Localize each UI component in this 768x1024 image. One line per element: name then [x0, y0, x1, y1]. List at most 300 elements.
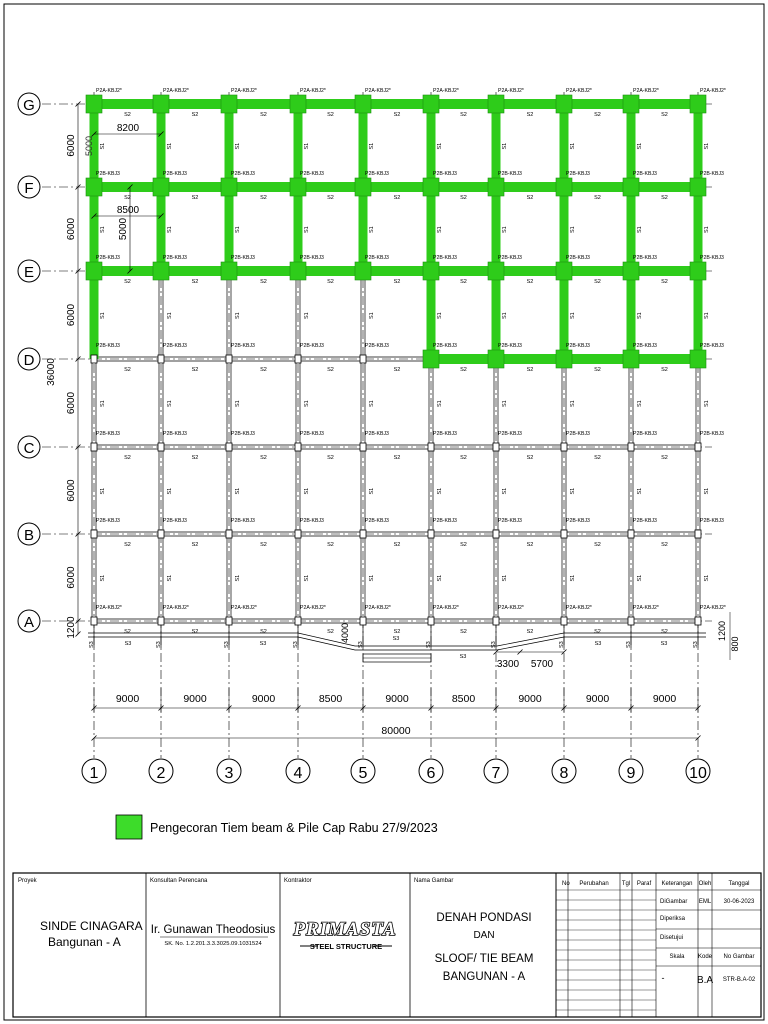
- pile-cap-cast: [488, 178, 504, 196]
- beam-label-s3: S3: [156, 641, 162, 648]
- beam-label-s1: S1: [502, 400, 508, 407]
- pile-cap: [360, 355, 366, 363]
- pile-cap: [561, 530, 567, 538]
- dim-extra: 1200: [717, 620, 727, 642]
- grid-bubble-label: 6: [426, 765, 436, 782]
- beam-label-s1: S1: [369, 312, 375, 319]
- pile-label: P2B-KBJ3: [700, 431, 724, 437]
- tanggal-header: Tanggal: [728, 881, 750, 887]
- pile-label: P2A-KBJ2*: [433, 88, 459, 94]
- pile-cap-cast: [290, 95, 306, 113]
- tie-beam-cast: [229, 182, 298, 192]
- beam-label-s2: S2: [327, 629, 334, 635]
- pile-label: P2B-KBJ3: [633, 343, 657, 349]
- beam-label-s2: S2: [661, 629, 668, 635]
- dim-col-spacing: 8500: [451, 693, 476, 705]
- pile-label: P2B-KBJ3: [700, 518, 724, 524]
- dim-row-spacing: 6000: [66, 303, 77, 327]
- beam-label-s2: S2: [460, 629, 467, 635]
- beam-label-s1: S1: [704, 574, 710, 582]
- beam-label-s1: S1: [437, 487, 443, 495]
- nama-gambar-line2: DAN: [473, 930, 495, 941]
- beam-label-s1: S1: [167, 400, 173, 407]
- tie-beam-cast: [631, 354, 698, 364]
- pile-label: P2B-KBJ3: [566, 431, 590, 437]
- pile-cap-cast: [221, 178, 237, 196]
- beam-label-s1: S1: [100, 400, 106, 407]
- beam-label-s1: S1: [369, 400, 375, 407]
- beam-label-s1: S1: [570, 312, 576, 319]
- beam-label-s1: S1: [437, 574, 443, 582]
- beam-label-s2: S2: [191, 629, 199, 635]
- tie-beam-cast: [94, 182, 161, 192]
- primasta-logo: [292, 919, 396, 951]
- tie-beam-cast: [631, 182, 698, 192]
- beam-label-s1: S1: [704, 142, 710, 150]
- pile-label: P2B-KBJ3: [433, 171, 457, 177]
- pile-label: P2B-KBJ3: [163, 518, 187, 524]
- tie-beam-cast: [161, 99, 229, 109]
- pile-cap-cast: [488, 95, 504, 113]
- pile-cap-cast: [423, 350, 439, 368]
- pile-cap-cast: [355, 178, 371, 196]
- beam-label-s2: S2: [594, 542, 601, 548]
- grid-bubble-label: 4: [293, 765, 303, 782]
- pile-label: P2B-KBJ3: [300, 255, 324, 261]
- dim-extra: 8200: [116, 123, 140, 134]
- beam-label-s2: S2: [661, 279, 668, 285]
- dim-row-spacing: 6000: [66, 134, 77, 157]
- pile-label: P2A-KBJ2*: [498, 605, 524, 611]
- beam-label-s1: S1: [235, 312, 241, 319]
- grid-bubble-label: A: [23, 614, 35, 631]
- pile-cap: [295, 443, 301, 451]
- pile-cap-cast: [623, 95, 639, 113]
- tie-beam-cast: [229, 99, 298, 109]
- beam-label-s2: S2: [526, 112, 534, 118]
- svg-text:PRIMASTA: PRIMASTA: [293, 919, 397, 940]
- beam-label-s1: S1: [167, 142, 173, 150]
- beam-label-s2: S2: [661, 455, 668, 461]
- nama-gambar-line1: DENAH PONDASI: [436, 912, 532, 924]
- skala-value: -: [661, 973, 665, 983]
- pile-label: P2A-KBJ2*: [498, 88, 524, 94]
- beam-label-s2: S2: [460, 542, 467, 548]
- tie-beam-cast: [496, 354, 564, 364]
- tie-beam-cast: [229, 266, 298, 276]
- disetujui-label: Disetujui: [660, 935, 684, 941]
- beam-label-s2: S2: [124, 542, 131, 548]
- pile-cap: [695, 530, 701, 538]
- tie-beam-cast: [631, 266, 698, 276]
- beam-label-s2: S2: [393, 629, 401, 635]
- digambar-by: EML: [698, 899, 712, 905]
- beam-label-s2: S2: [327, 542, 334, 548]
- nama-gambar-line4: BANGUNAN - A: [442, 971, 526, 983]
- pile-cap-cast: [690, 178, 706, 196]
- beam-label-s2: S2: [191, 195, 199, 201]
- beam-label-s3: S3: [426, 641, 432, 648]
- beam-label-s2: S2: [393, 195, 401, 201]
- beam-label-s1: S1: [570, 574, 576, 582]
- beam-label-s1: S1: [637, 487, 643, 495]
- pile-cap-cast: [153, 95, 169, 113]
- beam-label-s1: S1: [167, 226, 173, 233]
- grid-bubble-label: B: [23, 527, 35, 544]
- tie-beam-cast: [363, 99, 431, 109]
- pile-cap: [226, 443, 232, 451]
- beam-label-s1: S1: [502, 226, 508, 233]
- no-gambar-label: No Gambar: [723, 954, 755, 960]
- pile-cap: [158, 530, 164, 538]
- grid-bubble-label: 5: [358, 765, 368, 782]
- pile-label: P2B-KBJ3: [633, 431, 657, 437]
- pile-cap-cast: [290, 262, 306, 280]
- pile-cap-cast: [556, 350, 572, 368]
- beam-label-s2: S2: [526, 195, 534, 201]
- tie-beam-cast: [161, 182, 229, 192]
- dim-col-spacing: 9000: [518, 693, 542, 705]
- pile-cap-cast: [556, 262, 572, 280]
- beam-label-s3: S3: [693, 641, 699, 648]
- pile-cap: [295, 530, 301, 538]
- beam-label-s3: S3: [491, 641, 497, 648]
- grid-bubble-label: C: [23, 440, 35, 457]
- pile-label: P2B-KBJ3: [566, 255, 590, 261]
- beam-label-s2: S2: [191, 455, 199, 461]
- title-block: [13, 873, 761, 1017]
- beam-label-s2: S2: [460, 455, 467, 461]
- beam-label-s1: S1: [369, 574, 375, 582]
- proyek-name: SINDE CINAGARA: [40, 919, 143, 933]
- pile-cap: [428, 530, 434, 538]
- pile-label: P2B-KBJ3: [231, 343, 255, 349]
- beam-label-s2: S2: [594, 195, 601, 201]
- tie-beam-cast: [496, 99, 564, 109]
- beam-label-s1: S1: [167, 312, 173, 319]
- beam-label-s3: S3: [259, 641, 267, 647]
- pile-label: P2B-KBJ3: [365, 255, 389, 261]
- grid-bubble-label: 9: [626, 765, 636, 782]
- pile-cap-cast: [488, 350, 504, 368]
- svg-text:STEEL STRUCTURE: STEEL STRUCTURE: [309, 942, 383, 951]
- beam-label-s3: S3: [124, 641, 132, 647]
- beam-label-s2: S2: [661, 195, 668, 201]
- beam-label-s2: S2: [393, 542, 401, 548]
- beam-label-s1: S1: [369, 226, 375, 233]
- pile-label: P2B-KBJ3: [498, 171, 522, 177]
- pile-cap: [226, 530, 232, 538]
- tie-beam-cast: [161, 266, 229, 276]
- dim-row-spacing: 6000: [66, 217, 77, 241]
- pile-label: P2B-KBJ3: [300, 518, 324, 524]
- pile-label: P2B-KBJ3: [433, 431, 457, 437]
- no-gambar-value: STR-B.A-02: [722, 977, 756, 983]
- beam-label-s1: S1: [235, 487, 241, 495]
- beam-label-s2: S2: [393, 279, 401, 285]
- pile-label: P2B-KBJ3: [700, 255, 724, 261]
- beam-label-s2: S2: [526, 367, 534, 373]
- tie-beam-cast: [298, 99, 363, 109]
- beam-label-s1: S1: [502, 142, 508, 150]
- pile-cap-cast: [423, 95, 439, 113]
- beam-label-s2: S2: [526, 279, 534, 285]
- beam-label-s1: S1: [570, 487, 576, 495]
- dim-row-spacing: 6000: [66, 566, 77, 589]
- grid-bubble-label: 2: [156, 765, 166, 782]
- beam-label-s1: S1: [437, 226, 443, 233]
- pile-cap-cast: [290, 178, 306, 196]
- beam-label-s1: S1: [369, 142, 375, 150]
- beam-label-s2: S2: [460, 367, 467, 373]
- grid-bubble-label: 8: [559, 765, 569, 782]
- pile-label: P2A-KBJ2*: [700, 605, 726, 611]
- pile-label: P2B-KBJ3: [633, 171, 657, 177]
- pile-cap-cast: [153, 262, 169, 280]
- pile-cap: [428, 443, 434, 451]
- pile-label: P2B-KBJ3: [96, 255, 120, 261]
- pile-label: P2B-KBJ3: [700, 343, 724, 349]
- pile-cap-cast: [86, 178, 102, 196]
- beam-label-s2: S2: [327, 279, 334, 285]
- dim-row-spacing: 6000: [66, 479, 77, 502]
- pile-label: P2B-KBJ3: [365, 171, 389, 177]
- dim-col-spacing: 9000: [385, 693, 409, 705]
- pile-label: P2B-KBJ3: [300, 343, 324, 349]
- grid-bubble-label: 1: [89, 765, 99, 782]
- beam-label-s1: S1: [167, 574, 173, 582]
- pile-label: P2B-KBJ3: [498, 343, 522, 349]
- pile-label: P2B-KBJ3: [231, 431, 255, 437]
- beam-label-s2: S2: [661, 367, 668, 373]
- legend-text: Pengecoran Tiem beam & Pile Cap Rabu 27/9/2023: [150, 821, 438, 835]
- pile-cap-cast: [355, 262, 371, 280]
- pile-label: P2A-KBJ2*: [566, 88, 592, 94]
- pile-cap: [226, 617, 232, 625]
- pile-cap: [561, 617, 567, 625]
- tie-beam-cast: [298, 182, 363, 192]
- pile-label: P2B-KBJ3: [163, 343, 187, 349]
- pile-label: P2B-KBJ3: [231, 255, 255, 261]
- beam-label-s2: S2: [191, 542, 199, 548]
- rev-header-tgl: Tgl: [621, 881, 631, 887]
- pile-cap-cast: [488, 262, 504, 280]
- pile-label: P2B-KBJ3: [700, 171, 724, 177]
- beam-label-s1: S1: [304, 487, 310, 495]
- beam-label-s2: S2: [594, 112, 601, 118]
- grid-bubble-label: D: [23, 352, 35, 369]
- beam-label-s1: S1: [369, 487, 375, 495]
- dim-col-spacing: 9000: [183, 693, 207, 705]
- pile-label: P2B-KBJ3: [365, 343, 389, 349]
- dim-row-spacing: 1200: [66, 616, 77, 639]
- pile-label: P2B-KBJ3: [163, 171, 187, 177]
- beam-label-s1: S1: [304, 312, 310, 319]
- pile-label: P2A-KBJ2*: [231, 88, 257, 94]
- pile-cap: [226, 355, 232, 363]
- beam-label-s1: S1: [570, 400, 576, 407]
- beam-label-s1: S1: [100, 487, 106, 495]
- pile-label: P2B-KBJ3: [96, 171, 120, 177]
- pile-label: P2B-KBJ3: [300, 171, 324, 177]
- beam-label-s3: S3: [89, 641, 95, 648]
- pile-label: P2A-KBJ2*: [365, 88, 391, 94]
- pile-label: P2B-KBJ3: [365, 431, 389, 437]
- konsultan-sk: SK. No. 1.2.201.3.3.3025.09.1031524: [164, 941, 262, 947]
- kode-value: B.A: [696, 975, 714, 986]
- pile-cap: [360, 530, 366, 538]
- dim-row-spacing: 6000: [66, 391, 77, 415]
- pile-cap: [628, 443, 634, 451]
- beam-label-s2: S2: [260, 112, 267, 118]
- pile-label: P2B-KBJ3: [498, 255, 522, 261]
- dim-extra: 4000: [340, 622, 350, 644]
- beam-label-s3: S3: [594, 641, 602, 647]
- pile-cap: [91, 617, 97, 625]
- beam-label-s1: S1: [704, 226, 710, 233]
- kode-label: Kode: [697, 954, 713, 960]
- tie-beam-cast: [431, 182, 496, 192]
- pile-cap-cast: [221, 262, 237, 280]
- pile-label: P2A-KBJ2*: [700, 88, 726, 94]
- beam-label-s2: S2: [393, 367, 401, 373]
- pile-label: P2B-KBJ3: [433, 255, 457, 261]
- pile-cap: [91, 530, 97, 538]
- beam-label-s1: S1: [235, 574, 241, 582]
- pile-label: P2B-KBJ3: [231, 518, 255, 524]
- beam-label-s2: S2: [124, 367, 131, 373]
- beam-label-s1: S1: [304, 400, 310, 407]
- beam-label-s2: S2: [191, 112, 199, 118]
- beam-label-s2: S2: [327, 112, 334, 118]
- pile-cap: [695, 617, 701, 625]
- sheet-frame: [4, 4, 764, 1020]
- beam-label-s1: S1: [235, 142, 241, 150]
- nama-gambar-label: Nama Gambar: [414, 878, 454, 884]
- digambar-label: DiGambar: [660, 899, 688, 905]
- pile-label: P2B-KBJ3: [96, 343, 120, 349]
- beam-label-s1: S1: [167, 487, 173, 495]
- pile-cap-cast: [623, 178, 639, 196]
- beam-label-s1: S1: [100, 226, 106, 233]
- grid-bubble-label: 10: [689, 765, 707, 782]
- beam-label-s2: S2: [526, 542, 534, 548]
- pile-cap: [360, 617, 366, 625]
- pile-cap: [493, 443, 499, 451]
- beam-label-s3: S3: [392, 636, 400, 642]
- beam-label-s2: S2: [124, 455, 131, 461]
- beam-label-s3: S3: [660, 641, 668, 647]
- tie-beam-cast: [564, 354, 631, 364]
- pile-cap: [295, 355, 301, 363]
- pile-cap: [493, 617, 499, 625]
- revision-table: [556, 873, 761, 1017]
- beam-label-s3: S3: [224, 641, 230, 648]
- beam-label-s1: S1: [637, 574, 643, 582]
- pile-label: P2A-KBJ2*: [163, 605, 189, 611]
- pile-cap: [295, 617, 301, 625]
- pile-cap-cast: [355, 95, 371, 113]
- beam-label-s2: S2: [661, 542, 668, 548]
- dim-extra: 5000: [118, 217, 129, 241]
- beam-label-s1: S1: [637, 400, 643, 407]
- dim-total-length: 80000: [381, 725, 411, 737]
- beam-label-s2: S2: [260, 279, 267, 285]
- beam-label-s1: S1: [437, 142, 443, 150]
- beam-label-s2: S2: [260, 195, 267, 201]
- pile-cap-cast: [690, 350, 706, 368]
- tie-beam-cast: [431, 266, 496, 276]
- beam-label-s2: S2: [594, 455, 601, 461]
- beam-label-s2: S2: [327, 195, 334, 201]
- beam-label-s2: S2: [661, 112, 668, 118]
- pile-cap-cast: [423, 262, 439, 280]
- beam-label-s2: S2: [594, 367, 601, 373]
- beam-label-s2: S2: [594, 629, 601, 635]
- proyek-label: Proyek: [18, 878, 37, 884]
- beam-label-s2: S2: [124, 112, 131, 118]
- beam-label-s2: S2: [526, 455, 534, 461]
- beam-label-s1: S1: [502, 574, 508, 582]
- pile-label: P2A-KBJ2*: [96, 88, 122, 94]
- beam-label-s1: S1: [704, 400, 710, 407]
- pile-cap: [695, 443, 701, 451]
- beam-label-s2: S2: [191, 279, 199, 285]
- dim-col-spacing: 9000: [652, 693, 677, 705]
- beam-label-s1: S1: [437, 400, 443, 407]
- beam-label-s3: S3: [626, 641, 632, 648]
- beam-label-s2: S2: [327, 367, 334, 373]
- pile-cap-cast: [690, 95, 706, 113]
- pile-cap: [91, 355, 97, 363]
- pile-label: P2A-KBJ2*: [163, 88, 189, 94]
- pile-label: P2B-KBJ3: [365, 518, 389, 524]
- beam-label-s3: S3: [459, 654, 467, 660]
- beam-label-s1: S1: [704, 312, 710, 319]
- beam-label-s3: S3: [559, 641, 565, 648]
- digambar-date: 30-06-2023: [723, 899, 755, 905]
- pile-cap: [561, 443, 567, 451]
- beam-label-s1: S1: [100, 142, 106, 150]
- beam-label-s1: S1: [637, 142, 643, 150]
- beam-label-s1: S1: [704, 487, 710, 495]
- proyek-building: Bangunan - A: [48, 935, 121, 949]
- beam-label-s2: S2: [124, 195, 131, 201]
- pile-cap: [493, 530, 499, 538]
- dim-extra: 3300: [496, 659, 520, 670]
- tie-beam-cast: [431, 99, 496, 109]
- dim-col-spacing: 9000: [585, 693, 610, 705]
- dim-extra: 8500: [116, 205, 140, 216]
- pile-label: P2B-KBJ3: [566, 171, 590, 177]
- nama-gambar-line3: SLOOF/ TIE BEAM: [434, 953, 534, 965]
- pile-label: P2A-KBJ2*: [633, 605, 659, 611]
- tie-beam-cast: [496, 266, 564, 276]
- pile-label: P2B-KBJ3: [566, 343, 590, 349]
- beam-label-s1: S1: [100, 574, 106, 582]
- pile-label: P2A-KBJ2*: [96, 605, 122, 611]
- tie-beams-cast: [90, 99, 703, 364]
- pile-label: P2B-KBJ3: [163, 255, 187, 261]
- tie-beam-cast: [298, 266, 363, 276]
- pile-cap-cast: [423, 178, 439, 196]
- beam-label-s3: S3: [293, 641, 299, 648]
- beam-label-s2: S2: [393, 112, 401, 118]
- beam-label-s2: S2: [260, 542, 267, 548]
- beam-label-s1: S1: [637, 226, 643, 233]
- pile-label: P2B-KBJ3: [96, 431, 120, 437]
- pile-label: P2B-KBJ3: [231, 171, 255, 177]
